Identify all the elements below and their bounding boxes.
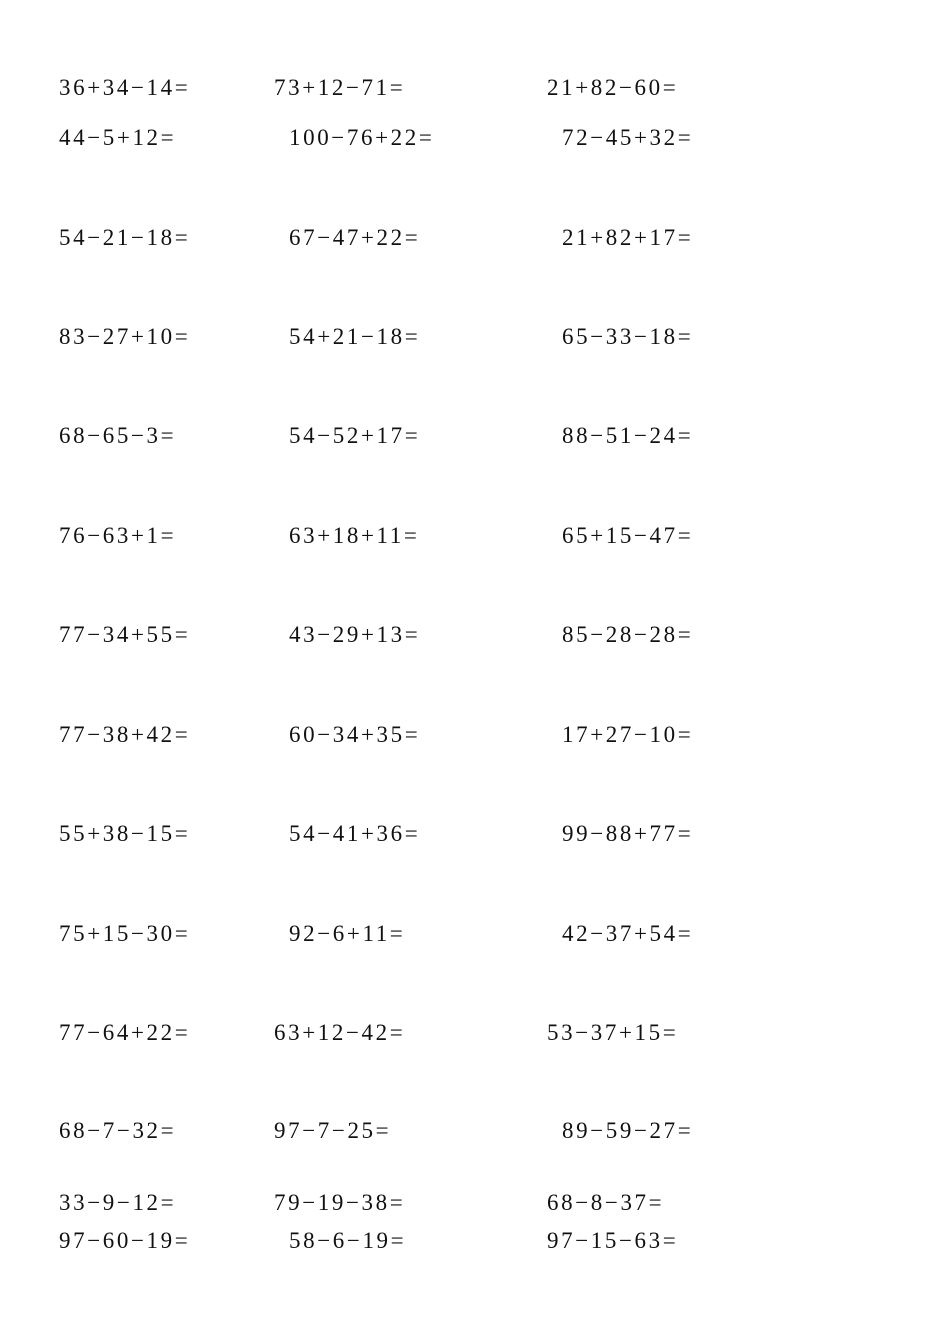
problem: 54−52+17=	[289, 423, 421, 448]
problem: 97−15−63=	[547, 1228, 679, 1253]
problem: 55+38−15=	[59, 821, 191, 846]
problem: 54+21−18=	[289, 324, 421, 349]
problem: 21+82−60=	[547, 75, 679, 100]
problem: 43−29+13=	[289, 622, 421, 647]
problem: 68−7−32=	[59, 1118, 177, 1143]
problem: 76−63+1=	[59, 523, 177, 548]
problem: 36+34−14=	[59, 75, 191, 100]
problem: 65−33−18=	[562, 324, 694, 349]
problem: 58−6−19=	[289, 1228, 407, 1253]
problem: 21+82+17=	[562, 225, 694, 250]
problem: 65+15−47=	[562, 523, 694, 548]
problem: 97−7−25=	[274, 1118, 392, 1143]
problem: 54−21−18=	[59, 225, 191, 250]
problem: 83−27+10=	[59, 324, 191, 349]
problem: 77−34+55=	[59, 622, 191, 647]
problem: 73+12−71=	[274, 75, 406, 100]
problem: 72−45+32=	[562, 125, 694, 150]
problem: 77−38+42=	[59, 722, 191, 747]
problem: 33−9−12=	[59, 1190, 177, 1215]
problem: 68−65−3=	[59, 423, 177, 448]
problem: 75+15−30=	[59, 921, 191, 946]
problem: 89−59−27=	[562, 1118, 694, 1143]
problem: 53−37+15=	[547, 1020, 679, 1045]
problem: 17+27−10=	[562, 722, 694, 747]
problem: 68−8−37=	[547, 1190, 665, 1215]
problem: 60−34+35=	[289, 722, 421, 747]
problem: 54−41+36=	[289, 821, 421, 846]
problem: 97−60−19=	[59, 1228, 191, 1253]
problem: 79−19−38=	[274, 1190, 406, 1215]
problem: 100−76+22=	[289, 125, 435, 150]
problem: 42−37+54=	[562, 921, 694, 946]
problem: 63+12−42=	[274, 1020, 406, 1045]
problem: 92−6+11=	[289, 921, 406, 946]
problem: 67−47+22=	[289, 225, 421, 250]
problem: 77−64+22=	[59, 1020, 191, 1045]
problem: 99−88+77=	[562, 821, 694, 846]
problem: 88−51−24=	[562, 423, 694, 448]
problem: 44−5+12=	[59, 125, 177, 150]
problem: 85−28−28=	[562, 622, 694, 647]
problem: 63+18+11=	[289, 523, 420, 548]
